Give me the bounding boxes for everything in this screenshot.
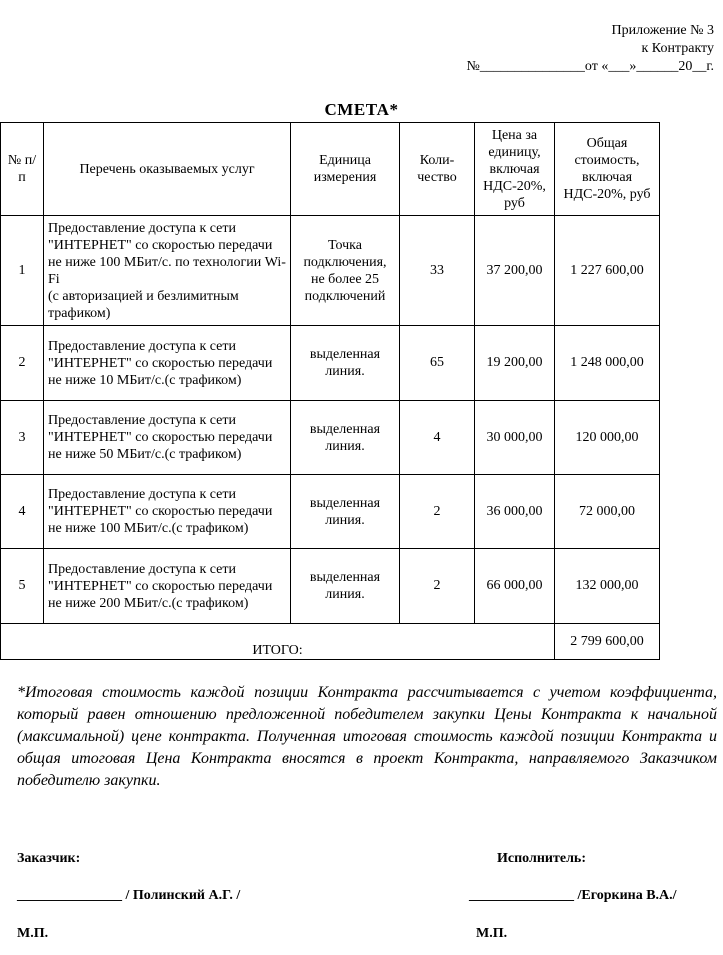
footnote: *Итоговая стоимость каждой позиции Контракта рассчитывается с учетом коэффициента, который равен отношению предложенной победителем закупки Цены Контракта к начальной (максимальной) цене контракта. Полученная итоговая стоимость каждой позиции Контракта и общая итоговая Цена Контракта вносятся в проект Контракта, направляемого Заказчиком победителю закупки. [17,684,717,789]
appendix-number: Приложение № 3 [611,23,714,38]
table-row [1,549,660,624]
row-unit: выделенная линия. [291,401,400,475]
contractor-stamp: М.П. [476,926,508,941]
row-service: Предоставление доступа к сети "ИНТЕРНЕТ" со скоростью передачи не ниже 50 МБит/с.(с трафиком) [44,401,291,475]
row-price: 66 000,00 [475,549,555,624]
total-row [1,624,660,660]
customer-stamp: М.П. [17,926,49,941]
header-unit: Единица измерения [291,123,400,216]
row-unit: Точка подключения, не более 25 подключений [291,216,400,326]
row-total: 132 000,00 [555,549,660,624]
row-qty: 33 [400,216,475,326]
row-total: 72 000,00 [555,475,660,549]
table-row [1,475,660,549]
appendix-contract-ref: к Контракту [641,41,714,56]
row-service: Предоставление доступа к сети "ИНТЕРНЕТ" со скоростью передачи не ниже 100 МБит/с.(с трафиком) [44,475,291,549]
customer-signature: _______________ / Полинский А.Г. / [17,888,241,903]
contractor-label: Исполнитель: [497,851,586,866]
header-price: Цена за единицу, включая НДС-20%, руб [475,123,555,216]
row-total: 1 248 000,00 [555,326,660,401]
contractor-signature: _______________ /Егоркина В.А./ [469,888,677,903]
header-num: № п/п [1,123,44,216]
table-row [1,216,660,326]
row-unit: выделенная линия. [291,549,400,624]
row-total: 1 227 600,00 [555,216,660,326]
row-service: Предоставление доступа к сети "ИНТЕРНЕТ" со скоростью передачи не ниже 10 МБит/с.(с трафиком) [44,326,291,401]
row-unit: выделенная линия. [291,326,400,401]
row-num: 5 [1,549,44,624]
row-price: 19 200,00 [475,326,555,401]
row-num: 4 [1,475,44,549]
header-total: Общая стоимость, включая НДС-20%, руб [555,123,660,216]
total-value: 2 799 600,00 [555,624,660,660]
table-header-row [1,123,660,216]
row-qty: 4 [400,401,475,475]
row-qty: 2 [400,475,475,549]
table-row [1,326,660,401]
row-num: 2 [1,326,44,401]
customer-label: Заказчик: [17,851,81,866]
total-label: ИТОГО: [1,624,555,660]
document-header [467,22,714,76]
row-price: 36 000,00 [475,475,555,549]
header-qty: Коли-чество [400,123,475,216]
row-service: Предоставление доступа к сети "ИНТЕРНЕТ" со скоростью передачи не ниже 200 МБит/с.(с трафиком) [44,549,291,624]
row-num: 3 [1,401,44,475]
row-qty: 2 [400,549,475,624]
row-qty: 65 [400,326,475,401]
row-unit: выделенная линия. [291,475,400,549]
row-price: 30 000,00 [475,401,555,475]
row-total: 120 000,00 [555,401,660,475]
row-price: 37 200,00 [475,216,555,326]
row-num: 1 [1,216,44,326]
page-title: СМЕТА* [324,100,399,119]
contract-number-date: №_______________от «___»______20__г. [466,59,714,74]
header-service: Перечень оказываемых услуг [44,123,291,216]
row-service: Предоставление доступа к сети "ИНТЕРНЕТ" со скоростью передачи не ниже 100 МБит/с. по технологии Wi-Fi (с авторизацией и безлимитным трафиком) [44,216,291,326]
table-row [1,401,660,475]
estimate-table [0,122,660,660]
